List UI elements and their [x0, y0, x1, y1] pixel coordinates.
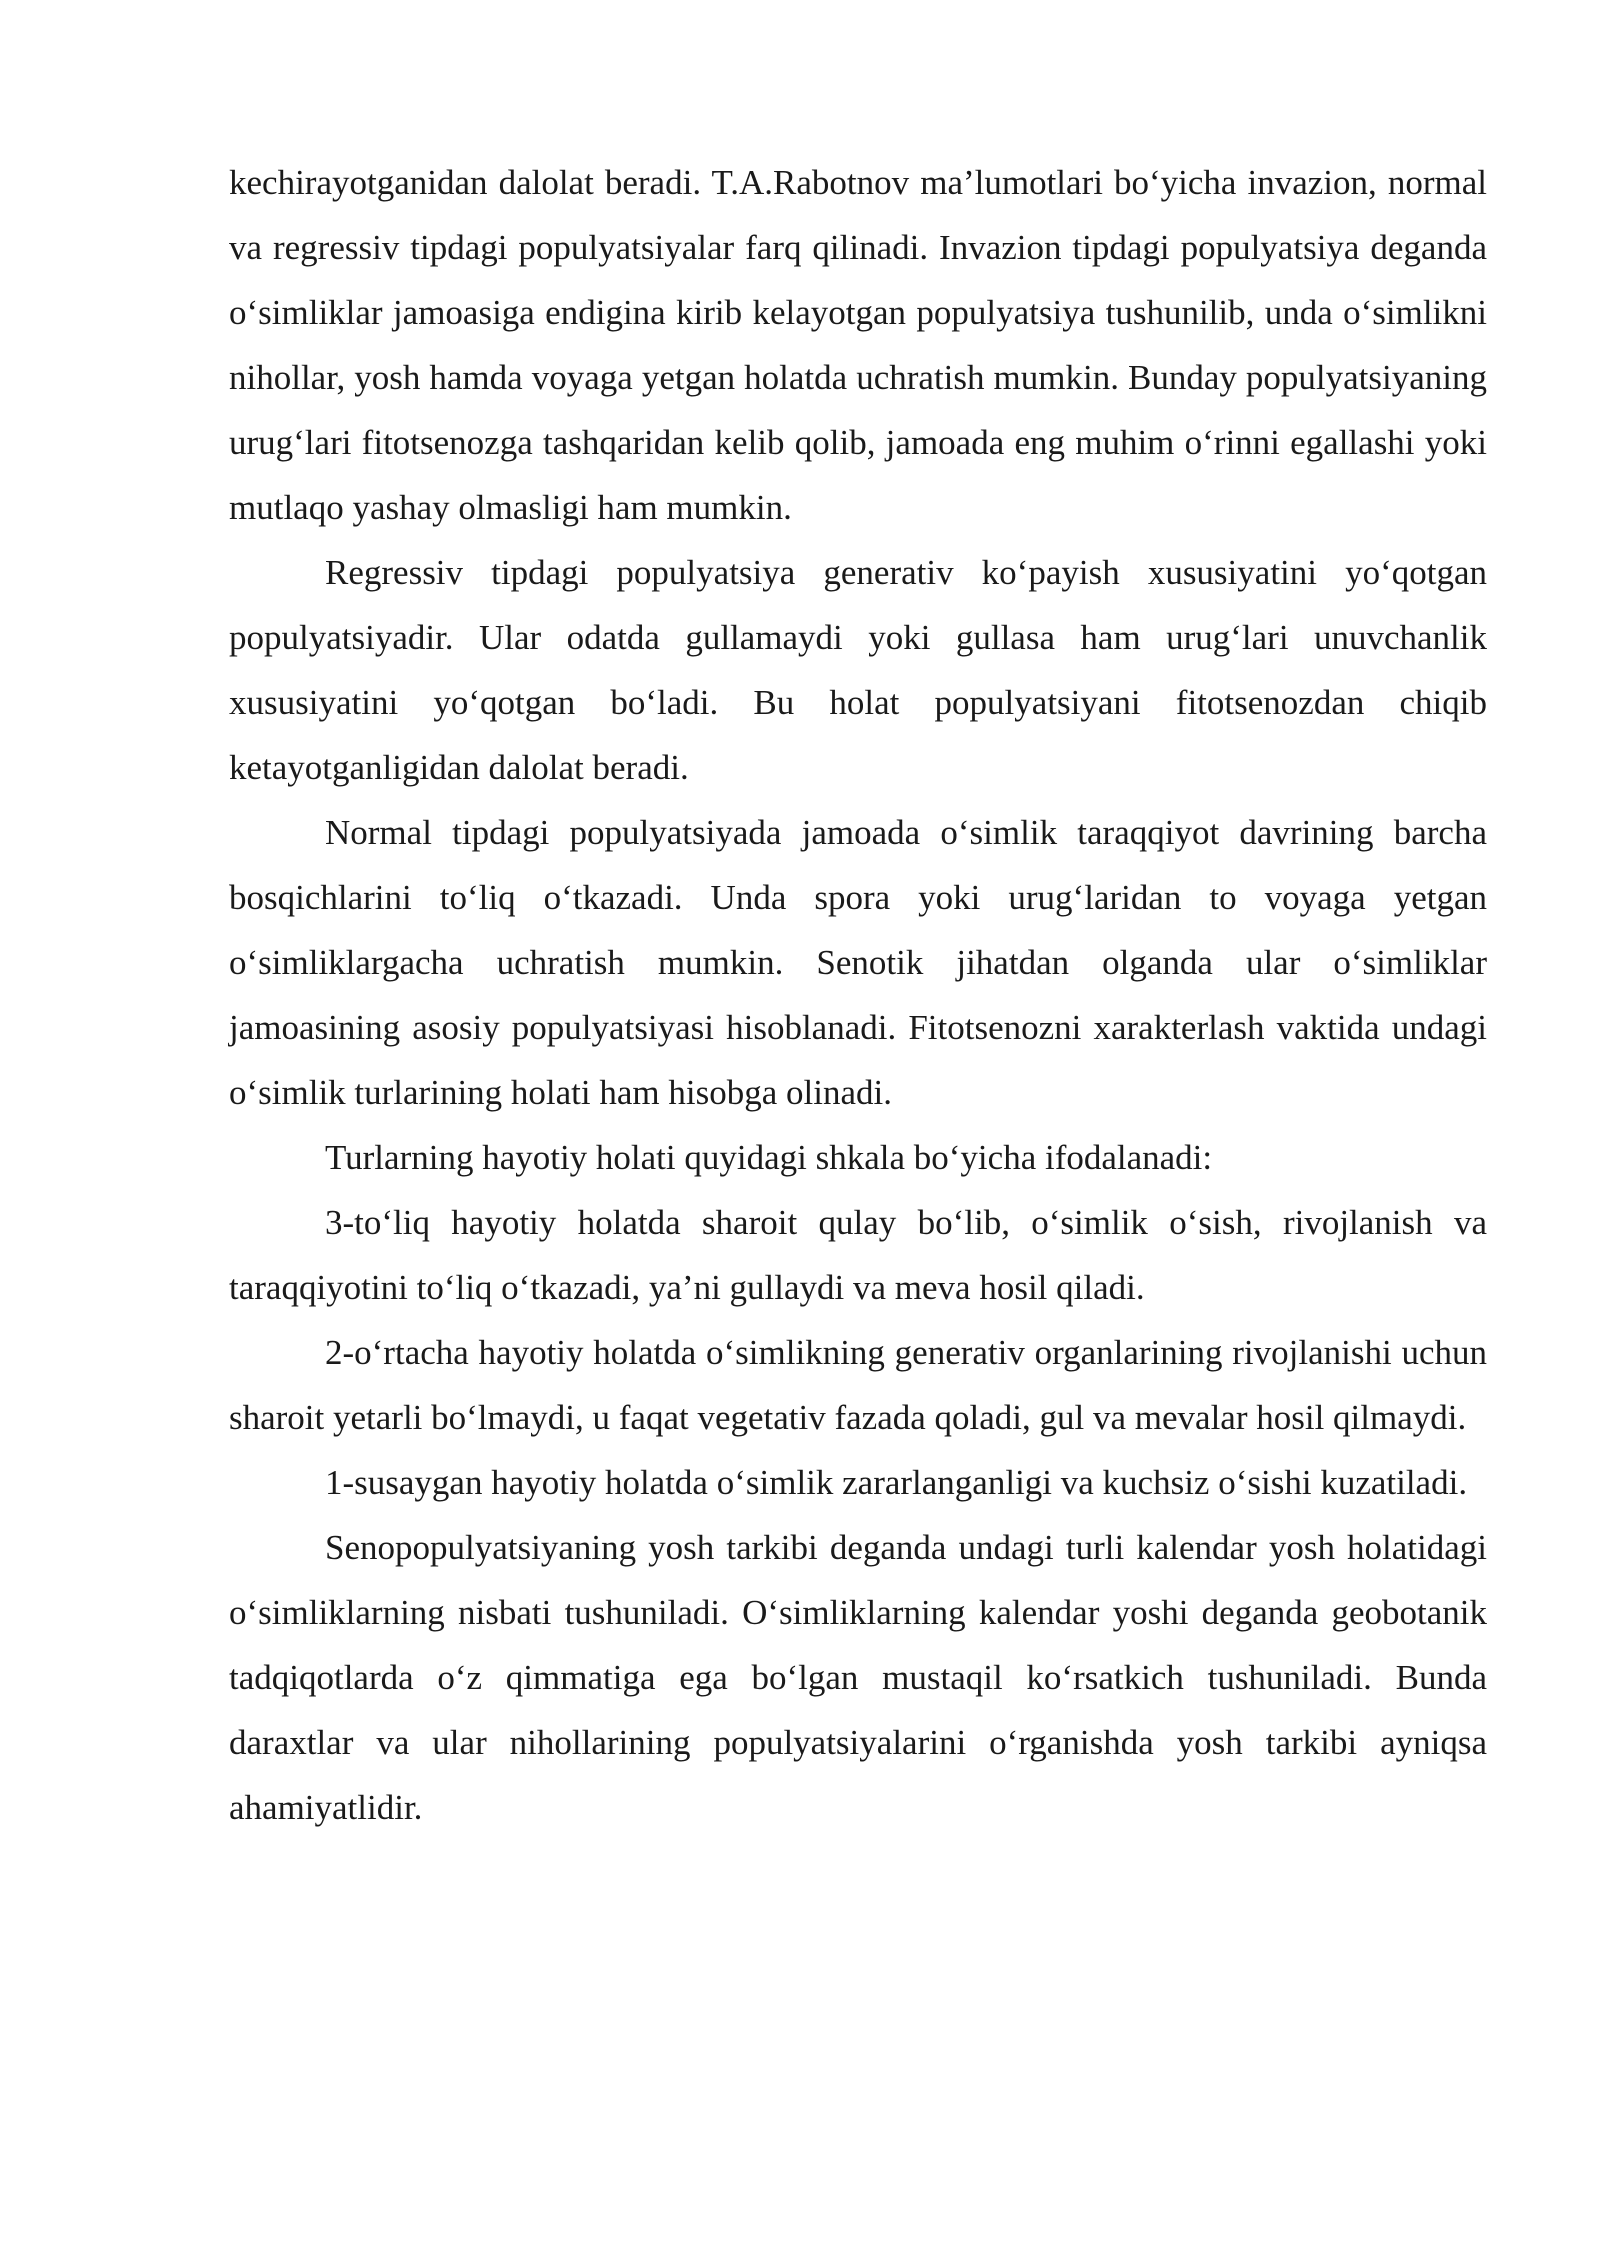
paragraph-vitality-level-3: 3-to‘liq hayotiy holatda sharoit qulay bo‘lib, o‘simlik o‘sish, rivojlanish va taraqqiyotini to‘liq o‘tkazadi, ya’ni gullaydi va meva hosil qiladi.	[229, 1203, 1487, 1307]
paragraph-invasive-populations: kechirayotganidan dalolat beradi. T.A.Rabotnov ma’lumotlari bo‘yicha invazion, normal va regressiv tipdagi populyatsiyalar farq qilinadi. Invazion tipdagi populyatsiya deganda o‘simliklar jamoasiga endigina kirib kelayotgan populyatsiya tushunilib, unda o‘simlikni nihollar, yosh hamda voyaga yetgan holatda uchratish mumkin. Bunday populyatsiyaning urug‘lari fitotsenozga tashqaridan kelib qolib, jamoada eng muhim o‘rinni egallashi yoki mutlaqo yashay olmasligi ham mumkin.	[229, 163, 1487, 527]
document-body	[229, 150, 1487, 1840]
paragraph-normal-populations: Normal tipdagi populyatsiyada jamoada o‘simlik taraqqiyot davrining barcha bosqichlarini to‘liq o‘tkazadi. Unda spora yoki urug‘laridan to voyaga yetgan o‘simliklargacha uchratish mumkin. Senotik jihatdan olganda ular o‘simliklar jamoasining asosiy populyatsiyasi hisoblanadi. Fitotsenozni xarakterlash vaktida undagi o‘simlik turlarining holati ham hisobga olinadi.	[229, 813, 1487, 1112]
paragraph-regressive-populations: Regressiv tipdagi populyatsiya generativ ko‘payish xususiyatini yo‘qotgan populyatsiyadir. Ular odatda gullamaydi yoki gullasa ham urug‘lari unuvchanlik xususiyatini yo‘qotgan bo‘ladi. Bu holat populyatsiyani fitotsenozdan chiqib ketayotganligidan dalolat beradi.	[229, 553, 1487, 787]
paragraph-vitality-level-2: 2-o‘rtacha hayotiy holatda o‘simlikning generativ organlarining rivojlanishi uchun sharoit yetarli bo‘lmaydi, u faqat vegetativ fazada qoladi, gul va mevalar hosil qilmaydi.	[229, 1333, 1487, 1437]
paragraph-vitality-scale-intro: Turlarning hayotiy holati quyidagi shkala bo‘yicha ifodalanadi:	[325, 1138, 1213, 1177]
paragraph-vitality-level-1: 1-susaygan hayotiy holatda o‘simlik zararlanganligi va kuchsiz o‘sishi kuzatiladi.	[325, 1463, 1468, 1502]
paragraph-age-structure: Senopopulyatsiyaning yosh tarkibi deganda undagi turli kalendar yosh holatidagi o‘simliklarning nisbati tushuniladi. O‘simliklarning kalendar yoshi deganda geobotanik tadqiqotlarda o‘z qimmatiga ega bo‘lgan mustaqil ko‘rsatkich tushuniladi. Bunda daraxtlar va ular nihollarining populyatsiyalarini o‘rganishda yosh tarkibi ayniqsa ahamiyatlidir.	[229, 1528, 1487, 1827]
